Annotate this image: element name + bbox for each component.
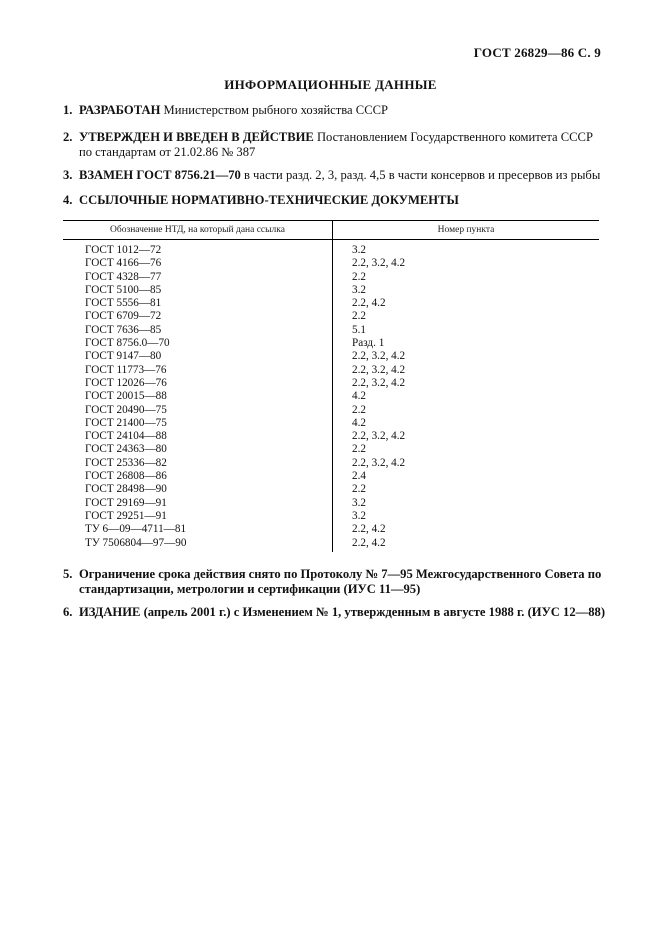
document-designation-cell: ГОСТ 1012—72 (63, 240, 333, 258)
clause-number-cell: 2.2, 3.2, 4.2 (352, 430, 406, 443)
document-designation-cell: ГОСТ 5100—85 (63, 284, 333, 297)
table-row (63, 337, 599, 350)
clause-number-cell: 2.2, 3.2, 4.2 (352, 257, 406, 270)
info-item-1 (63, 103, 608, 118)
table-row (63, 390, 599, 403)
document-designation-cell: ГОСТ 11773—76 (63, 364, 333, 377)
page-title: ИНФОРМАЦИОННЫЕ ДАННЫЕ (224, 77, 437, 92)
clause-number-cell: 2.2, 3.2, 4.2 (352, 376, 406, 389)
clause-number-cell: 2.2 (352, 270, 366, 283)
item-text: Ограничение срока действия снято по Протоколу № 7—95 Межгосударственного Совета по стандартизации, метрологии и сертификации (ИУС 11—95) (79, 567, 602, 596)
item-number: 5. (63, 567, 73, 581)
table-row (63, 510, 599, 523)
info-item-2 (63, 130, 608, 160)
clause-number-cell: 2.2 (352, 310, 366, 323)
item-number: 6. (63, 605, 73, 619)
document-designation-cell: ГОСТ 25336—82 (63, 457, 333, 470)
document-designation-cell: ГОСТ 21400—75 (63, 417, 333, 430)
item-number: 2. (63, 130, 73, 144)
item-number: 3. (63, 168, 73, 182)
clause-number-cell: 2.2 (352, 443, 366, 456)
item-number: 1. (63, 103, 73, 117)
item-text: в части разд. 2, 3, разд. 4,5 в части консервов и пресервов из рыбы (240, 168, 601, 182)
clause-number-cell: 4.2 (352, 416, 366, 429)
item-text: Министерством рыбного хозяйства СССР (160, 103, 388, 117)
item-text: Постановлением Государственного комитета СССР по стандартам от 21.02.86 № 387 (79, 130, 593, 159)
column-header-clause: Номер пункта (333, 221, 600, 240)
table-row (63, 284, 599, 297)
table-row (63, 240, 599, 258)
table-row (63, 523, 599, 536)
clause-number-cell: 3.2 (352, 244, 366, 256)
table-row (63, 457, 599, 470)
document-designation-cell: ГОСТ 5556—81 (63, 297, 333, 310)
table-row (63, 443, 599, 456)
document-designation-cell: ГОСТ 12026—76 (63, 377, 333, 390)
table-row (63, 404, 599, 417)
clause-number-cell: 2.4 (352, 470, 366, 483)
item-lead: ССЫЛОЧНЫЕ НОРМАТИВНО-ТЕХНИЧЕСКИЕ ДОКУМЕНТЫ (79, 193, 459, 207)
document-designation-cell: ГОСТ 20015—88 (63, 390, 333, 403)
document-designation-cell: ГОСТ 24104—88 (63, 430, 333, 443)
clause-number-cell: 2.2, 3.2, 4.2 (352, 350, 406, 363)
table-row (63, 324, 599, 337)
clause-number-cell: 2.2, 4.2 (352, 297, 386, 310)
table-row (63, 364, 599, 377)
document-designation-cell: ГОСТ 7636—85 (63, 324, 333, 337)
document-designation-cell: ГОСТ 24363—80 (63, 443, 333, 456)
clause-number-cell: 4.2 (352, 390, 366, 403)
clause-number-cell: 2.2, 4.2 (352, 523, 386, 536)
table-row (63, 537, 599, 552)
table-row (63, 310, 599, 323)
clause-number-cell: 3.2 (352, 496, 366, 509)
document-designation-cell: ГОСТ 8756.0—70 (63, 337, 333, 350)
item-lead: УТВЕРЖДЕН И ВВЕДЕН В ДЕЙСТВИЕ (79, 130, 314, 144)
reference-documents-table (63, 220, 599, 552)
document-designation-cell: ГОСТ 20490—75 (63, 404, 333, 417)
item-number: 4. (63, 193, 73, 207)
clause-number-cell: 2.2, 4.2 (352, 536, 386, 549)
table-header-row (63, 221, 599, 240)
clause-number-cell: 2.2 (352, 483, 366, 496)
table-row (63, 377, 599, 390)
document-designation-cell: ГОСТ 29251—91 (63, 510, 333, 523)
table-row (63, 417, 599, 430)
clause-number-cell: 2.2, 3.2, 4.2 (352, 363, 406, 376)
document-designation-cell: ГОСТ 26808—86 (63, 470, 333, 483)
clause-number-cell: 5.1 (352, 323, 366, 336)
info-item-5 (63, 567, 608, 597)
page-header: ГОСТ 26829—86 С. 9 (473, 45, 601, 60)
info-item-3 (63, 168, 608, 183)
document-designation-cell: ТУ 6—09—4711—81 (63, 523, 333, 536)
item-text: (апрель 2001 г.) с Изменением № 1, утвержденным в августе 1988 г. (ИУС 12—88) (140, 605, 606, 619)
table-row (63, 257, 599, 270)
info-item-6 (63, 605, 608, 620)
document-designation-cell: ГОСТ 4166—76 (63, 257, 333, 270)
table-row (63, 430, 599, 443)
clause-number-cell: 2.2 (352, 403, 366, 416)
table-row (63, 483, 599, 496)
document-designation-cell: ГОСТ 9147—80 (63, 350, 333, 363)
item-lead: РАЗРАБОТАН (79, 103, 161, 117)
column-header-designation: Обозначение НТД, на который дана ссылка (63, 221, 333, 240)
item-lead: ВЗАМЕН ГОСТ 8756.21—70 (79, 168, 241, 182)
table-row (63, 470, 599, 483)
clause-number-cell: 3.2 (352, 283, 366, 296)
clause-number-cell: 2.2, 3.2, 4.2 (352, 456, 406, 469)
document-designation-cell: ГОСТ 28498—90 (63, 483, 333, 496)
document-designation-cell: ГОСТ 4328—77 (63, 271, 333, 284)
table-row (63, 271, 599, 284)
table-row (63, 297, 599, 310)
table-row (63, 497, 599, 510)
document-designation-cell: ГОСТ 6709—72 (63, 310, 333, 323)
document-designation-cell: ТУ 7506804—97—90 (63, 537, 333, 552)
info-item-4 (63, 193, 608, 208)
clause-number-cell: 3.2 (352, 509, 366, 522)
clause-number-cell: Разд. 1 (352, 337, 385, 350)
document-designation-cell: ГОСТ 29169—91 (63, 497, 333, 510)
item-lead: ИЗДАНИЕ (79, 605, 141, 619)
table-row (63, 350, 599, 363)
